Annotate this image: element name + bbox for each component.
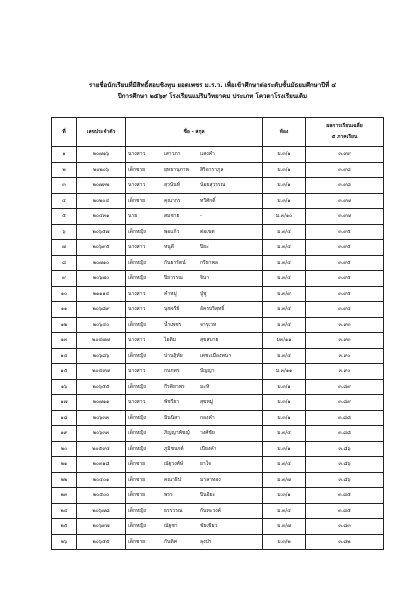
- last-name: ยาใจ: [200, 461, 212, 468]
- cell-no: ๙: [52, 271, 77, 287]
- table-row: [52, 457, 384, 473]
- cell-no: ๑๙: [52, 426, 77, 442]
- first-name: พัชรียา: [164, 399, 180, 406]
- cell-room: ม.๓/๔: [263, 317, 306, 333]
- last-name: ต่อเขต: [200, 228, 215, 235]
- document-title: [40, 80, 385, 102]
- cell-room: ม.๓/๑: [263, 395, 306, 411]
- cell-no: ๒๓: [52, 488, 77, 504]
- first-name: ธรรวรณ: [164, 507, 183, 514]
- name-prefix: เด็กหญิง: [128, 507, 146, 514]
- header-gpa-line-2: ๕ ภาคเรียน: [331, 134, 358, 140]
- cell-no: ๑๕: [52, 364, 77, 380]
- name-prefix: เด็กหญิง: [128, 259, 146, 266]
- last-name: มะหิ: [200, 383, 210, 390]
- table-row: [52, 271, 384, 287]
- cell-gpa: ๓.๙๕: [306, 286, 384, 302]
- table-row: [52, 286, 384, 302]
- title-line-1: รายชื่อนักเรียนที่มีสิทธิ์สอบชิงทุน ยอดเพชร ม.ร.ว. เพื่อเข้าศึกษาต่อระดับชั้นมัธยมศึกษาปีที่ ๔: [88, 82, 337, 89]
- last-name: เตชะเมืองพนา: [200, 352, 232, 359]
- cell-no: ๘: [52, 255, 77, 271]
- header-room: ห้อง: [263, 118, 306, 147]
- first-name: คุณากร: [164, 197, 181, 204]
- cell-room: ม.๓/๗: [263, 519, 306, 535]
- cell-gpa: ๓.๙๕: [306, 271, 384, 287]
- cell-gpa: ๓.๙๘: [306, 162, 384, 178]
- cell-name: [126, 426, 263, 442]
- cell-room: ม.๓/๑: [263, 379, 306, 395]
- name-prefix: นางสาว: [128, 151, 146, 158]
- name-prefix: นางสาว: [128, 182, 146, 189]
- name-prefix: เด็กชาย: [128, 166, 146, 173]
- last-name: เปียงคำ: [200, 445, 217, 452]
- cell-no: ๒๒: [52, 472, 77, 488]
- table-row: [52, 333, 384, 349]
- cell-gpa: ๓.๘๒: [306, 534, 384, 550]
- last-name: ทวีศักดิ์: [200, 197, 216, 204]
- table-body: [52, 147, 384, 550]
- last-name: สุขสบาย: [200, 337, 219, 344]
- cell-room: ม.๓/๑: [263, 178, 306, 194]
- cell-no: ๔: [52, 193, 77, 209]
- last-name: ชัยเขียว: [200, 523, 218, 530]
- name-prefix: เด็กหญิง: [128, 228, 146, 235]
- cell-id: ๒๐๖๔๐: [77, 317, 126, 333]
- table-row: [52, 519, 384, 535]
- cell-no: ๒๖: [52, 534, 77, 550]
- cell-no: ๕: [52, 209, 77, 225]
- table-row: [52, 441, 384, 457]
- cell-id: ๒๐๗๑๐: [77, 255, 126, 271]
- table-row: [52, 395, 384, 411]
- first-name: ปิยวรรณ: [164, 275, 183, 282]
- cell-room: ม.๓/๔: [263, 255, 306, 271]
- cell-gpa: ๓.๘๓: [306, 519, 384, 535]
- cell-id: ๒๐๖๕๕: [77, 379, 126, 395]
- last-name: ปินอิยะ: [200, 492, 216, 499]
- cell-id: ๒๐๔๗๗: [77, 333, 126, 349]
- cell-name: [126, 302, 263, 318]
- cell-gpa: ๓.๘๕: [306, 488, 384, 504]
- table-row: [52, 162, 384, 178]
- cell-name: [126, 441, 263, 457]
- last-name: อัครบริสุทธิ์: [200, 306, 225, 313]
- first-name: ณัฐชา: [164, 523, 178, 530]
- last-name: กรีธาพล: [200, 259, 218, 266]
- cell-name: [126, 255, 263, 271]
- cell-name: [126, 193, 263, 209]
- cell-gpa: ๓.๙๓: [306, 317, 384, 333]
- cell-name: [126, 503, 263, 519]
- cell-room: ม.๓/๑: [263, 410, 306, 426]
- cell-no: ๑๘: [52, 410, 77, 426]
- first-name: พอแก้ว: [164, 228, 180, 235]
- cell-no: ๑๐: [52, 286, 77, 302]
- name-prefix: เด็กชาย: [128, 197, 146, 204]
- cell-id: ๒๐๔๙๗: [77, 364, 126, 380]
- cell-id: ๒๐๗๑๑: [77, 395, 126, 411]
- cell-no: ๒๕: [52, 519, 77, 535]
- cell-name: [126, 286, 263, 302]
- first-name: นุชจรีย์: [164, 306, 180, 313]
- last-name: สุขหมู่: [200, 399, 214, 406]
- first-name: ปานฤิทัย: [164, 352, 183, 359]
- first-name: เสาวภา: [164, 151, 181, 158]
- cell-id: ๒๐๒๐๖: [77, 162, 126, 178]
- last-name: ปู่ชู: [200, 290, 207, 297]
- table-row: [52, 488, 384, 504]
- cell-no: ๑๓: [52, 333, 77, 349]
- cell-room: ม.๓/๔: [263, 426, 306, 442]
- cell-room: ม.๓/๔: [263, 503, 306, 519]
- table-row: [52, 255, 384, 271]
- table-row: [52, 224, 384, 240]
- cell-name: [126, 224, 263, 240]
- first-name: ยุทธานุภาพ: [164, 166, 189, 173]
- first-name: น้ำเพชร: [164, 321, 182, 328]
- header-gpa-line-1: ผลการเรียนเฉลี่ย: [326, 123, 363, 129]
- cell-id: ๒๐๓๑๘: [77, 457, 126, 473]
- header-name: ชื่อ - สกุล: [126, 118, 263, 147]
- cell-room: ม.๓/๑๐: [263, 209, 306, 225]
- name-prefix: เด็กชาย: [128, 461, 146, 468]
- cell-name: [126, 271, 263, 287]
- table-row: [52, 503, 384, 519]
- cell-no: ๑๑: [52, 302, 77, 318]
- cell-name: [126, 209, 263, 225]
- cell-name: [126, 178, 263, 194]
- cell-id: ๒๐๖๘๖: [77, 348, 126, 364]
- table-header-row: [52, 118, 384, 147]
- table-row: [52, 193, 384, 209]
- first-name: กีรติยาพร: [164, 383, 185, 390]
- cell-no: ๒: [52, 162, 77, 178]
- first-name: คำหมู่: [164, 290, 177, 297]
- first-name: ณัฐวงศ์ษ์: [164, 461, 184, 468]
- table-row: [52, 410, 384, 426]
- cell-name: [126, 240, 263, 256]
- last-name: แสงคำ: [200, 151, 215, 158]
- last-name: น้อยสุวรรณ: [200, 182, 226, 189]
- cell-id: ๒๐๔๐๑: [77, 472, 126, 488]
- first-name: กนกพร: [164, 368, 180, 375]
- title-line-2: ปีการศึกษา ๒๕๖๙ โรงเรียนแม่ริมวิทยาคม ประเภท โควตาโรงเรียนเดิม: [117, 93, 308, 100]
- student-table: [51, 117, 384, 550]
- cell-no: ๑๖: [52, 379, 77, 395]
- name-prefix: นางสาว: [128, 368, 146, 375]
- first-name: ภิญญาพัชญ์: [164, 430, 190, 437]
- cell-room: ม.๓/๒: [263, 534, 306, 550]
- last-name: ลุงป่า: [200, 538, 212, 545]
- cell-name: [126, 348, 263, 364]
- name-prefix: นางสาว: [128, 399, 146, 406]
- last-name: กองคำ: [200, 414, 215, 421]
- cell-no: ๖: [52, 224, 77, 240]
- cell-name: [126, 364, 263, 380]
- name-prefix: เด็กชาย: [128, 476, 146, 483]
- cell-name: [126, 333, 263, 349]
- cell-no: ๗: [52, 240, 77, 256]
- cell-name: [126, 147, 263, 163]
- cell-no: ๑: [52, 147, 77, 163]
- cell-name: [126, 410, 263, 426]
- cell-gpa: ๓.๘๖: [306, 441, 384, 457]
- table-row: [52, 317, 384, 333]
- cell-gpa: ๓.๙๔: [306, 302, 384, 318]
- cell-id: ๒๐๔๓๑: [77, 209, 126, 225]
- cell-id: ๒๐๖๙๗: [77, 519, 126, 535]
- cell-name: [126, 519, 263, 535]
- last-name: กันทะวงค์: [200, 507, 222, 514]
- cell-name: [126, 317, 263, 333]
- cell-gpa: ๓.๙๗: [306, 209, 384, 225]
- table-row: [52, 302, 384, 318]
- cell-room: ม.๓/๔: [263, 302, 306, 318]
- header-gpa: [306, 118, 384, 147]
- first-name: ไอติม: [164, 337, 177, 344]
- cell-gpa: ๓.๘๙: [306, 395, 384, 411]
- cell-gpa: ๓.๘๙: [306, 379, 384, 395]
- last-name: สิริอาราภูล: [200, 166, 224, 173]
- table-row: [52, 379, 384, 395]
- name-prefix: นางสาว: [128, 244, 146, 251]
- cell-room: ม๓/๑๑: [263, 333, 306, 349]
- last-name: ปิยะ: [200, 244, 209, 251]
- name-prefix: เด็กหญิง: [128, 383, 146, 390]
- table-row: [52, 147, 384, 163]
- cell-gpa: ๓.๙๘: [306, 178, 384, 194]
- first-name: กันยารัตน์: [164, 259, 186, 266]
- table-row: [52, 426, 384, 442]
- cell-gpa: ๓.๙๕: [306, 224, 384, 240]
- last-name: จินา: [200, 275, 210, 282]
- cell-no: ๑๒: [52, 317, 77, 333]
- first-name: มินนิสา: [164, 414, 180, 421]
- table-row: [52, 534, 384, 550]
- cell-no: ๒๑: [52, 457, 77, 473]
- cell-id: ๒๐๗๑๖: [77, 147, 126, 163]
- cell-room: ม.๓/๔: [263, 224, 306, 240]
- cell-id: ๒๐๖๙๕: [77, 240, 126, 256]
- cell-id: ๒๐๖๗๐: [77, 271, 126, 287]
- cell-name: [126, 162, 263, 178]
- last-name: ปัญญา: [200, 368, 215, 375]
- cell-id: ๒๐๕๙๔: [77, 441, 126, 457]
- last-name: มาลาทอง: [200, 476, 221, 483]
- name-prefix: เด็กหญิง: [128, 414, 146, 421]
- first-name: สุวนันท์: [164, 182, 180, 189]
- first-name: ภูมิชนกต์: [164, 445, 184, 452]
- cell-room: ม.๓/๑: [263, 162, 306, 178]
- cell-room: ม.๓/๙: [263, 286, 306, 302]
- cell-no: ๒๔: [52, 503, 77, 519]
- table-row: [52, 209, 384, 225]
- name-prefix: นางสาว: [128, 337, 146, 344]
- header-no: ที่: [52, 118, 77, 147]
- name-prefix: เด็กหญิง: [128, 352, 146, 359]
- cell-gpa: ๓.๘๖: [306, 457, 384, 473]
- cell-id: ๒๐๖๗๘: [77, 503, 126, 519]
- name-prefix: เด็กชาย: [128, 538, 146, 545]
- table-row: [52, 364, 384, 380]
- first-name: พรร: [164, 492, 173, 499]
- name-prefix: เด็กหญิง: [128, 445, 146, 452]
- first-name: คณาธิป: [164, 476, 182, 483]
- cell-room: ม.๓/๔: [263, 348, 306, 364]
- cell-room: ม.๓/๑: [263, 193, 306, 209]
- cell-gpa: ๓.๙๐: [306, 348, 384, 364]
- cell-name: [126, 395, 263, 411]
- cell-id: ๒๐๖๕๕: [77, 534, 126, 550]
- cell-no: ๓: [52, 178, 77, 194]
- cell-id: ๒๐๗๓๒: [77, 178, 126, 194]
- cell-room: ม.๓/๑: [263, 488, 306, 504]
- cell-gpa: ๓.๘๘: [306, 426, 384, 442]
- header-id: เลขประจำตัว: [77, 118, 126, 147]
- name-prefix: เด็กชาย: [128, 492, 146, 499]
- cell-room: ม.๓/๔: [263, 240, 306, 256]
- table-row: [52, 472, 384, 488]
- cell-id: ๒๐๖๓๓: [77, 426, 126, 442]
- name-prefix: นางสาว: [128, 290, 146, 297]
- cell-gpa: ๓.๙๙: [306, 147, 384, 163]
- cell-id: ๒๐๖๓๓: [77, 410, 126, 426]
- cell-name: [126, 457, 263, 473]
- cell-gpa: ๓.๘๖: [306, 472, 384, 488]
- cell-id: ๒๐๒๐๔: [77, 193, 126, 209]
- table-row: [52, 178, 384, 194]
- name-prefix: นาย: [128, 213, 138, 220]
- cell-gpa: ๓.๘๕: [306, 503, 384, 519]
- name-prefix: เด็กหญิง: [128, 321, 146, 328]
- cell-room: ม.๓/๑: [263, 441, 306, 457]
- cell-gpa: ๓.๙๐: [306, 364, 384, 380]
- cell-room: ม.๓/๑๑: [263, 364, 306, 380]
- name-prefix: เด็กหญิง: [128, 430, 146, 437]
- cell-no: ๑๔: [52, 348, 77, 364]
- cell-gpa: ๓.๙๓: [306, 333, 384, 349]
- cell-gpa: ๓.๙๕: [306, 240, 384, 256]
- last-name: วงศ์ชัย: [200, 430, 215, 437]
- cell-no: ๒๐: [52, 441, 77, 457]
- cell-room: ม.๓/๔: [263, 457, 306, 473]
- cell-id: ๒๐๖๕๗: [77, 224, 126, 240]
- cell-id: ๒๑๑๑๔: [77, 286, 126, 302]
- cell-name: [126, 488, 263, 504]
- name-prefix: นางสาว: [128, 306, 146, 313]
- name-prefix: เด็กหญิง: [128, 275, 146, 282]
- cell-room: ม.๓/๔: [263, 271, 306, 287]
- cell-gpa: ๓.๙๕: [306, 255, 384, 271]
- first-name: หนูดี: [164, 244, 174, 251]
- last-name: -: [200, 213, 202, 220]
- cell-id: ๒๐๖๘๙: [77, 302, 126, 318]
- cell-name: [126, 379, 263, 395]
- last-name: จารุเวท: [200, 321, 217, 328]
- table-row: [52, 348, 384, 364]
- cell-room: ม.๓/๗: [263, 472, 306, 488]
- cell-name: [126, 472, 263, 488]
- name-prefix: เด็กหญิง: [128, 523, 146, 530]
- table-row: [52, 240, 384, 256]
- cell-gpa: ๓.๙๗: [306, 193, 384, 209]
- cell-no: ๑๗: [52, 395, 77, 411]
- cell-room: ม.๓/๑: [263, 147, 306, 163]
- cell-id: ๒๐๕๐๐: [77, 488, 126, 504]
- cell-gpa: ๓.๘๘: [306, 410, 384, 426]
- cell-name: [126, 534, 263, 550]
- first-name: กันดิศ: [164, 538, 177, 545]
- first-name: สมชาย: [164, 213, 180, 220]
